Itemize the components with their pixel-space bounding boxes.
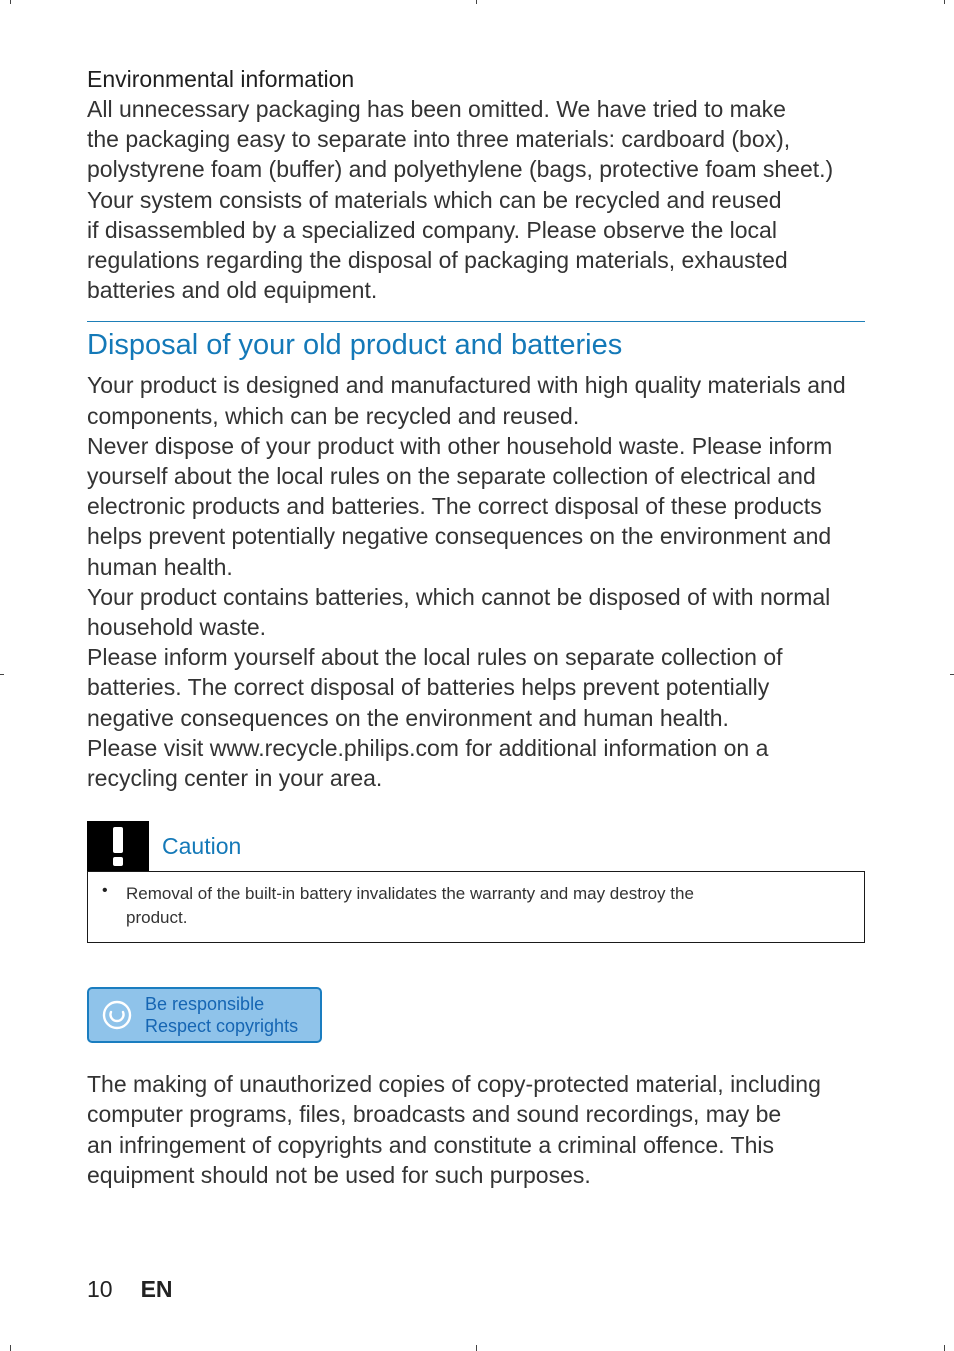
disposal-line: yourself about the local rules on the separate collection of electrical and (87, 463, 816, 490)
caution-header (87, 821, 865, 871)
disposal-line: Never dispose of your product with other household waste. Please inform (87, 432, 833, 459)
disposal-title: Disposal of your old product and batteries (87, 329, 623, 362)
bullet-icon: • (102, 882, 108, 900)
disposal-line: household waste. (87, 614, 267, 641)
copyright-line: The making of unauthorized copies of copy-protected material, including (87, 1071, 821, 1098)
disposal-line: Your product contains batteries, which cannot be disposed of with normal (87, 583, 831, 610)
copyright-line: computer programs, files, broadcasts and sound recordings, may be (87, 1101, 782, 1128)
disposal-line: Your product is designed and manufactured with high quality materials and (87, 372, 846, 399)
page-number: 10 (87, 1276, 113, 1302)
disposal-line: electronic products and batteries. The correct disposal of these products (87, 493, 822, 520)
disposal-line: helps prevent potentially negative consequences on the environment and (87, 523, 832, 550)
crop-mark-mid-right (950, 674, 954, 675)
environmental-line: Your system consists of materials which can be recycled and reused (87, 186, 782, 213)
environmental-text (87, 94, 865, 305)
environmental-line: batteries and old equipment. (87, 277, 378, 304)
disposal-line: batteries. The correct disposal of batteries helps prevent potentially (87, 674, 770, 701)
caution-item (126, 882, 844, 930)
environmental-heading: Environmental information (87, 66, 355, 92)
crop-mark-top-center (476, 0, 477, 4)
disposal-line: components, which can be recycled and reused. (87, 402, 580, 429)
caution-item-line: Removal of the built-in battery invalidates the warranty and may destroy the (126, 884, 694, 904)
disposal-line: Please inform yourself about the local rules on separate collection of (87, 644, 783, 671)
badge-text (145, 993, 298, 1037)
page-footer (87, 1276, 173, 1303)
environmental-line: if disassembled by a specialized company. Please observe the local (87, 216, 777, 243)
language-code: EN (140, 1276, 173, 1302)
disposal-line: human health. (87, 553, 233, 580)
crop-mark-top-right (944, 0, 945, 4)
badge-line-2: Respect copyrights (145, 1016, 299, 1037)
environmental-line: the packaging easy to separate into three materials: cardboard (box), (87, 126, 791, 153)
crop-mark-bottom-right (944, 1345, 945, 1351)
caution-item-line: product. (126, 908, 188, 928)
disposal-line: Please visit www.recycle.philips.com for additional information on a (87, 734, 769, 761)
copyright-text (87, 1069, 865, 1190)
environmental-line: regulations regarding the disposal of packaging materials, exhausted (87, 247, 788, 274)
recycle-circle-icon (102, 1000, 132, 1030)
caution-box (87, 821, 865, 943)
environmental-section (87, 64, 865, 305)
exclamation-icon (87, 821, 149, 871)
disposal-section (87, 325, 865, 793)
be-responsible-badge (87, 987, 322, 1043)
crop-mark-mid-left (0, 674, 4, 675)
page-content (87, 64, 865, 1190)
crop-mark-bottom-center (476, 1345, 477, 1351)
crop-mark-top-left (10, 0, 11, 4)
disposal-text (87, 370, 865, 793)
crop-mark-bottom-left (10, 1345, 11, 1351)
badge-line-1: Be responsible (145, 994, 265, 1015)
disposal-line: negative consequences on the environment and human health. (87, 704, 729, 731)
environmental-line: polystyrene foam (buffer) and polyethylene (bags, protective foam sheet.) (87, 156, 834, 183)
environmental-line: All unnecessary packaging has been omitted. We have tried to make (87, 96, 786, 122)
caution-body (87, 871, 865, 943)
section-divider (87, 321, 865, 322)
copyright-line: equipment should not be used for such purposes. (87, 1161, 591, 1188)
caution-label: Caution (162, 833, 242, 860)
copyright-line: an infringement of copyrights and constitute a criminal offence. This (87, 1131, 774, 1158)
disposal-line: recycling center in your area. (87, 765, 383, 792)
